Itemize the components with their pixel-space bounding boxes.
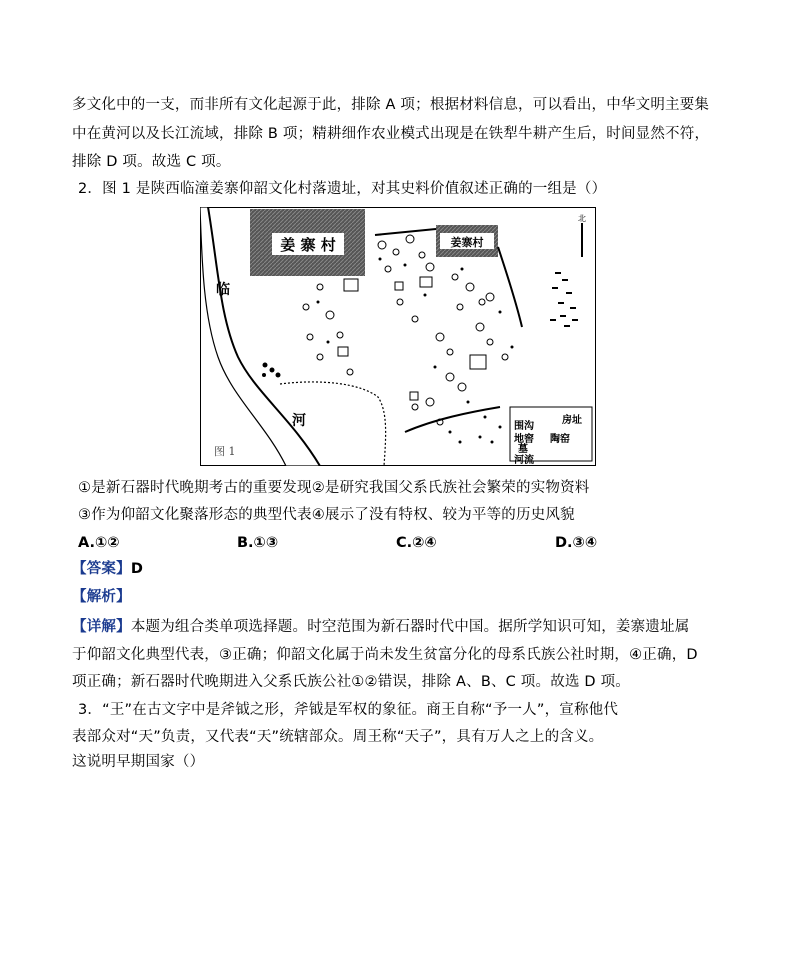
question-3-line-3: 这说明早期国家（） — [72, 754, 205, 770]
legend-house: 房址 — [562, 415, 582, 426]
statement-line-1: ①是新石器时代晚期考古的重要发现②是研究我国父系氏族社会繁荣的实物资料 — [78, 480, 590, 496]
legend-river: 河流 — [514, 455, 534, 466]
detail-line-2: 于仰韶文化典型代表，③正确；仰韶文化属于尚未发生贫富分化的母系氏族公社时期，④正确，D — [72, 647, 698, 663]
answer-tag: 【答案】 — [72, 561, 131, 577]
statement-line-2: ③作为仰韶文化聚落形态的典型代表④展示了没有特权、较为平等的历史风貌 — [78, 507, 575, 523]
question-2: 2．图 1 是陕西临潼姜寨仰韶文化村落遗址，对其史料价值叙述正确的一组是（） — [78, 181, 607, 197]
option-c: C.②④ — [396, 535, 437, 551]
village-big-label: 姜 寨 村 — [280, 236, 336, 254]
detail-text-1: 本题为组合类单项选择题。时空范围为新石器时代中国。据所学知识可知，姜寨遗址属 — [130, 619, 690, 635]
detail-line-3: 项正确；新石器时代晚期进入父系氏族公社①②错误，排除 A、B、C 项。故选 D 项。 — [72, 674, 630, 690]
village-small-label: 姜寨村 — [450, 236, 484, 249]
answer-value: D — [130, 561, 144, 577]
legend-grave: 墓 — [518, 444, 528, 455]
site-map-svg — [200, 207, 596, 466]
legend-ditch: 围沟 — [514, 421, 534, 432]
text-line-1: 多文化中的一支，而非所有文化起源于此，排除 A 项；根据材料信息，可以看出，中华文明主要集 — [72, 97, 710, 113]
answer-line — [72, 559, 143, 579]
text-line-3: 排除 D 项。故选 C 项。 — [72, 154, 231, 170]
analysis-tag: 【解析】 — [72, 589, 131, 605]
legend-kiln: 陶窑 — [550, 434, 570, 445]
question-3-line-2: 表部众对“天”负责，又代表“天”统辖部众。周王称“天子”，具有万人之上的含义。 — [72, 729, 604, 745]
river-label-2: 河 — [292, 413, 306, 429]
river-label-1: 临 — [216, 282, 230, 298]
north-label: 北 — [578, 214, 586, 223]
figure-caption: 图 1 — [214, 445, 236, 458]
question-3-line-1: 3．“王”在古文字中是斧钺之形，斧钺是军权的象征。商王自称“予一人”，宣称他代 — [78, 702, 619, 718]
analysis-line — [72, 587, 131, 607]
site-map-figure — [200, 207, 596, 466]
option-d: D.③④ — [555, 535, 598, 551]
detail-line-1 — [72, 617, 689, 637]
option-b: B.①③ — [237, 535, 279, 551]
legend-cellar: 地窖 — [514, 434, 534, 445]
option-a: A.①② — [78, 535, 120, 551]
detail-tag: 【详解】 — [72, 619, 131, 635]
text-line-2: 中在黄河以及长江流域，排除 B 项；精耕细作农业模式出现是在铁犁牛耕产生后，时间显然不符， — [72, 126, 710, 142]
